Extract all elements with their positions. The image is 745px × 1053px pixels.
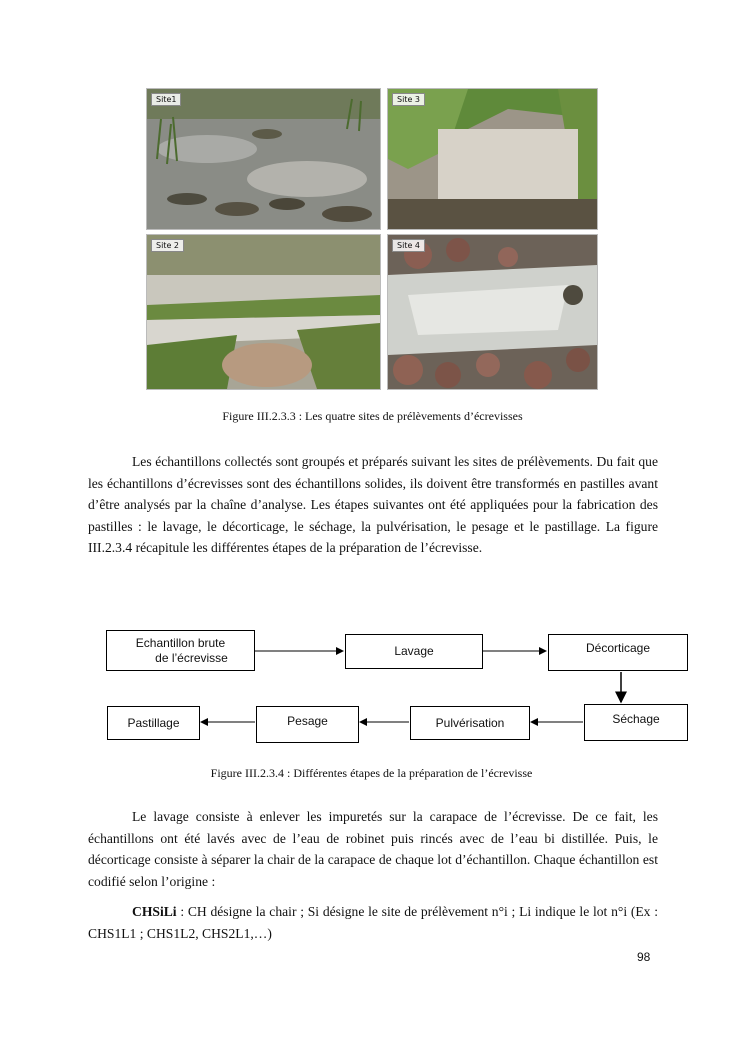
- step-pastillage-label: Pastillage: [127, 715, 180, 730]
- site-1-image: [147, 89, 380, 229]
- photo-site-4: [387, 234, 598, 390]
- photo-label: Site 4: [392, 239, 425, 252]
- step-pulverisation: [410, 706, 530, 740]
- site-4-image: [388, 235, 597, 389]
- site-3-image: [388, 89, 597, 229]
- step-pastillage: [107, 706, 200, 740]
- step-pulverisation-label: Pulvérisation: [435, 715, 505, 730]
- paragraph-text: : CH désigne la chair ; Si désigne le site de prélèvement n°i ; Li indique le lot n°i (Ex : CHS1L1 ; CHS1L2, CHS2L1,…): [88, 904, 658, 941]
- step-echantillon: [106, 630, 255, 671]
- step-pesage: [256, 706, 359, 743]
- photo-site-3: [387, 88, 598, 230]
- paragraph-codification: [88, 901, 658, 944]
- paragraph-lavage: [88, 806, 658, 892]
- page-number: 98: [637, 950, 651, 964]
- paragraph-preparation: [88, 451, 658, 559]
- step-lavage: [345, 634, 483, 669]
- figure-caption-sites: Figure III.2.3.3 : Les quatre sites de prélèvements d’écrevisses: [222, 409, 523, 423]
- site-2-image: [147, 235, 380, 389]
- site-photos-figure: [146, 88, 596, 388]
- step-pesage-label: Pesage: [287, 714, 328, 728]
- paragraph-text: Les échantillons collectés sont groupés et préparés suivant les sites de prélèvements. Du fait que les échantillons d’écrevisses sont des échantillons solides, ils doivent être transformés en pastilles avant d’être analysés par la chaîne d’analyse. Les étapes suivantes ont été appliquées pour la fabrication des pastilles : le lavage, le décorticage, le séchage, la pulvérisation, le pesage et le pastillage. La figure III.2.3.4 récapitule les différentes étapes de la préparation de l’écrevisse.: [88, 454, 658, 555]
- photo-site-2: [146, 234, 381, 390]
- paragraph-text: Le lavage consiste à enlever les impuretés sur la carapace de l’écrevisse. De ce fait, les échantillons ont été lavés avec de l’eau de robinet puis rincés avec de l’eau bi distillée. Puis, le décorticage consiste à séparer la chair de la carapace de chaque lot d’échantillon. Chaque échantillon est codifié selon l’origine :: [88, 809, 658, 889]
- sample-code: CHSiLi: [132, 904, 177, 919]
- photo-label: Site 3: [392, 93, 425, 106]
- step-sechage: [584, 704, 688, 741]
- step-decorticage-label: Décorticage: [585, 641, 651, 655]
- step-lavage-label: Lavage: [394, 644, 434, 658]
- photo-label: Site 2: [151, 239, 184, 252]
- step-sechage-label: Séchage: [612, 712, 660, 726]
- photo-site-1: [146, 88, 381, 230]
- step-echantillon-line2: de l’écrevisse: [155, 650, 228, 665]
- step-decorticage: [548, 634, 688, 671]
- photo-label: Site1: [151, 93, 181, 106]
- step-echantillon-line1: Echantillon brute: [135, 635, 226, 650]
- figure-caption-flowchart: Figure III.2.3.4 : Différentes étapes de la préparation de l’écrevisse: [210, 766, 533, 780]
